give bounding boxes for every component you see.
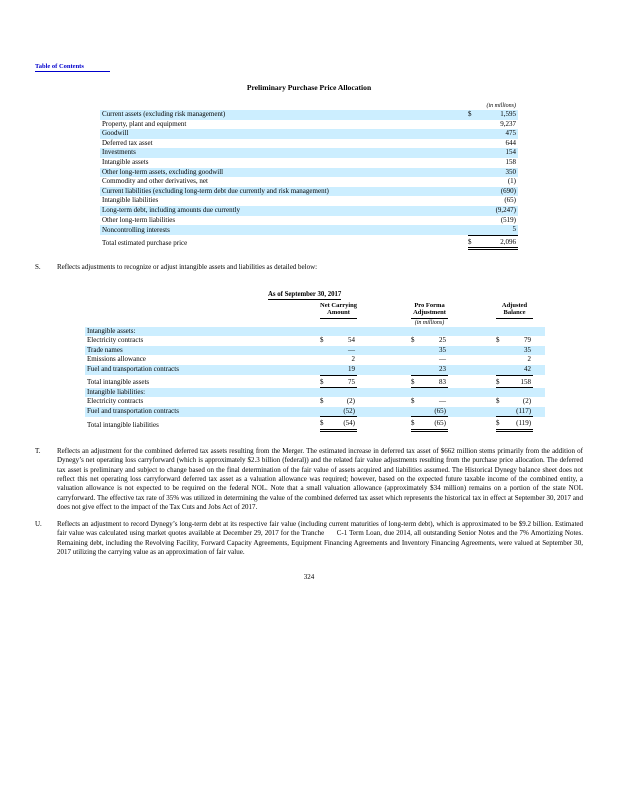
- dollar-sign: [320, 346, 332, 356]
- column-header-row: [85, 302, 545, 319]
- row-label: Electricity contracts: [87, 336, 144, 345]
- row-label: Current assets (excluding risk management): [100, 110, 468, 120]
- table-row: [100, 168, 518, 178]
- section-row: [85, 388, 545, 398]
- page-number: 324: [303, 573, 315, 582]
- cell-value: (2): [522, 397, 532, 406]
- cell-value: (54): [332, 417, 357, 431]
- column-header-net-carrying: Net Carrying Amount: [320, 301, 358, 317]
- cell-value: 75: [332, 375, 357, 388]
- dollar-sign: [320, 355, 332, 365]
- row-label: Intangible liabilities:: [85, 388, 320, 398]
- row-label: Intangible liabilities: [102, 196, 159, 205]
- dollar-sign: [468, 196, 482, 206]
- row-value: 350: [482, 168, 518, 178]
- row-value: (1): [507, 177, 516, 186]
- dollar-sign: $: [411, 336, 415, 345]
- cell-value: —: [332, 346, 357, 356]
- row-label: Noncontrolling interests: [100, 225, 468, 235]
- cell-value: (65): [423, 407, 448, 417]
- table-row: [85, 397, 545, 407]
- dollar-sign: $: [496, 336, 500, 345]
- dollar-sign: $: [320, 417, 332, 431]
- row-value: 1,595: [482, 110, 518, 120]
- cell-value: 158: [508, 375, 533, 388]
- intangibles-table: [85, 283, 545, 432]
- note-letter: U.: [35, 520, 42, 529]
- row-value: 644: [505, 138, 516, 147]
- row-label: Deferred tax asset: [102, 138, 153, 147]
- table-row: [100, 225, 518, 235]
- table-total-row: [85, 417, 545, 431]
- row-label: Fuel and transportation contracts: [85, 407, 320, 417]
- dollar-sign: [496, 407, 508, 417]
- dollar-sign: [411, 355, 423, 365]
- note-t: [35, 447, 583, 512]
- units-row: [85, 318, 545, 327]
- note-text: Reflects adjustments to recognize or adjust intangible assets and liabilities as detailed below:: [57, 263, 318, 272]
- cell-value: 25: [439, 336, 447, 345]
- cell-value: (117): [508, 407, 533, 417]
- dollar-sign: $: [496, 375, 508, 388]
- table-row: [100, 216, 518, 226]
- dollar-sign: [411, 407, 423, 417]
- row-label: Trade names: [85, 346, 320, 356]
- row-label: Total estimated purchase price: [102, 239, 188, 248]
- as-of-date-header: As of September 30, 2017: [268, 291, 341, 301]
- table-row: [100, 129, 518, 139]
- dollar-sign: [468, 129, 482, 139]
- note-text: Reflects an adjustment for the combined deferred tax assets resulting from the Merger. The estimated increase in deferred tax asset of $662 million stems primarily from the addition of Dynegy’s net operating loss carryforward (which is approximately $2.3 billion (federal)) and the related fair value adjustments resulting from the purchase price allocation. The deferred tax asset is preliminary and subject to change based on the final determination of the fair value of assets acquired and liabilities assumed. The Historical Dynegy balance sheet does not reflect this net operating loss carryforward deferred tax asset as a valuation allowance was required; however, based on the expected future taxable income of the combined entity, a valuation allowance is not expected to be required on the federal NOL. Note that a small valuation allowance (approximately $34 million) remains on a portion of the state NOL carryforward. The effective tax rate of 35% was utilized in determining the value of the combined deferred tax asset which represents the historical tax in effect at September 30, 2017 and does not give effect to the impact of the Tax Cuts and Jobs Act of 2017.: [57, 447, 583, 511]
- row-value: (690): [482, 187, 518, 197]
- row-label: Other long-term liabilities: [102, 215, 176, 224]
- column-header-pro-forma: Pro Forma Adjustment: [411, 302, 448, 319]
- cell-value: 35: [508, 346, 533, 356]
- dollar-sign: [468, 177, 482, 187]
- dollar-sign: [468, 120, 482, 130]
- table-total-row: [85, 375, 545, 388]
- row-label: Intangible assets: [102, 157, 149, 166]
- table-row: [100, 110, 518, 120]
- dollar-sign: $: [411, 417, 423, 431]
- cell-value: 23: [423, 365, 448, 375]
- table-row: [85, 365, 545, 375]
- cell-value: 35: [423, 346, 448, 356]
- dollar-sign: [468, 225, 482, 235]
- row-label: Property, plant and equipment: [102, 119, 187, 128]
- dollar-sign: $: [468, 235, 482, 249]
- row-value: (519): [500, 215, 516, 224]
- dollar-sign: $: [320, 375, 332, 388]
- row-value: 2,096: [482, 235, 518, 249]
- row-value: (9,247): [482, 206, 518, 216]
- cell-value: (2): [346, 397, 356, 406]
- note-u: [35, 520, 583, 557]
- row-value: 158: [505, 157, 516, 166]
- cell-value: —: [439, 355, 447, 364]
- dollar-sign: $: [320, 336, 324, 345]
- cell-value: 83: [423, 375, 448, 388]
- dollar-sign: [496, 346, 508, 356]
- table-row: [100, 158, 518, 168]
- dollar-sign: [320, 365, 332, 375]
- note-letter: T.: [35, 447, 41, 456]
- table-row: [100, 196, 518, 206]
- row-label: Goodwill: [100, 129, 468, 139]
- cell-value: 2: [527, 355, 532, 364]
- dollar-sign: $: [411, 375, 423, 388]
- cell-value: 19: [332, 365, 357, 375]
- cell-value: (65): [423, 417, 448, 431]
- table-row: [85, 407, 545, 417]
- cell-value: (52): [332, 407, 357, 417]
- dollar-sign: [468, 148, 482, 158]
- cell-value: 42: [508, 365, 533, 375]
- table-row: [100, 139, 518, 149]
- row-label: Commodity and other derivatives, net: [102, 177, 208, 186]
- cell-value: 2: [351, 355, 356, 364]
- row-label: Total intangible assets: [87, 378, 150, 387]
- units-note: (in millions): [414, 319, 445, 326]
- table-row: [100, 177, 518, 187]
- purchase-price-allocation-table: [100, 102, 518, 250]
- dollar-sign: $: [496, 417, 508, 431]
- dollar-sign: [411, 365, 423, 375]
- row-label: Investments: [100, 148, 468, 158]
- row-label: Long-term debt, including amounts due currently: [100, 206, 468, 216]
- row-label: Current liabilities (excluding long-term debt due currently and risk management): [100, 187, 468, 197]
- table-row: [85, 336, 545, 346]
- column-header-adjusted: Adjusted Balance: [496, 302, 533, 319]
- table-of-contents-link[interactable]: Table of Contents: [35, 63, 110, 72]
- row-label: Electricity contracts: [87, 397, 144, 406]
- note-text: Reflects an adjustment to record Dynegy’s long-term debt at its respective fair value (including current maturities of long-term debt), which is approximated to be $9.2 billion. Estimated fair value was calculated using market quotes available at December 29, 2017 for the Tranche C-1 Term Loan, due 2014, all outstanding Senior Notes and the 7% Amortizing Notes. Remaining debt, including the Revolving Facility, Forward Capacity Agreements, Equipment Financing Agreements and Inventory Financing Agreements, were valued at September 30, 2017 utilizing the carrying value as an approximation of fair value.: [57, 520, 583, 557]
- dollar-sign: [496, 355, 508, 365]
- dollar-sign: [320, 407, 332, 417]
- table-total-row: [100, 235, 518, 249]
- dollar-sign: [468, 139, 482, 149]
- table-row: [100, 120, 518, 130]
- dollar-sign: [468, 168, 482, 178]
- row-value: (65): [504, 196, 516, 205]
- dollar-sign: $: [468, 110, 482, 120]
- cell-value: 79: [524, 336, 532, 345]
- table-row: [100, 206, 518, 216]
- row-label: Fuel and transportation contracts: [85, 365, 320, 375]
- row-label: Other long-term assets, excluding goodwill: [100, 168, 468, 178]
- cell-value: 54: [348, 336, 356, 345]
- units-note: (in millions): [486, 103, 516, 109]
- row-label: Intangible assets:: [85, 327, 320, 337]
- dollar-sign: [411, 346, 423, 356]
- cell-value: (119): [508, 417, 533, 431]
- row-value: 9,237: [500, 119, 516, 128]
- dollar-sign: [468, 206, 482, 216]
- section-row: [85, 327, 545, 337]
- table-row: [100, 148, 518, 158]
- page-title: Preliminary Purchase Price Allocation: [246, 83, 372, 92]
- row-label: Emissions allowance: [87, 355, 146, 364]
- dollar-sign: [496, 365, 508, 375]
- row-value: 5: [482, 225, 518, 235]
- dollar-sign: [468, 187, 482, 197]
- table-row: [85, 346, 545, 356]
- table-row: [100, 187, 518, 197]
- cell-value: —: [439, 397, 447, 406]
- row-label: Total intangible liabilities: [87, 420, 159, 429]
- row-value: 154: [482, 148, 518, 158]
- note-letter: S.: [35, 263, 41, 272]
- note-s: [35, 263, 583, 272]
- row-value: 475: [482, 129, 518, 139]
- dollar-sign: [468, 158, 482, 168]
- dollar-sign: $: [496, 397, 500, 406]
- dollar-sign: $: [320, 397, 324, 406]
- dollar-sign: $: [411, 397, 415, 406]
- dollar-sign: [468, 216, 482, 226]
- table-row: [85, 355, 545, 365]
